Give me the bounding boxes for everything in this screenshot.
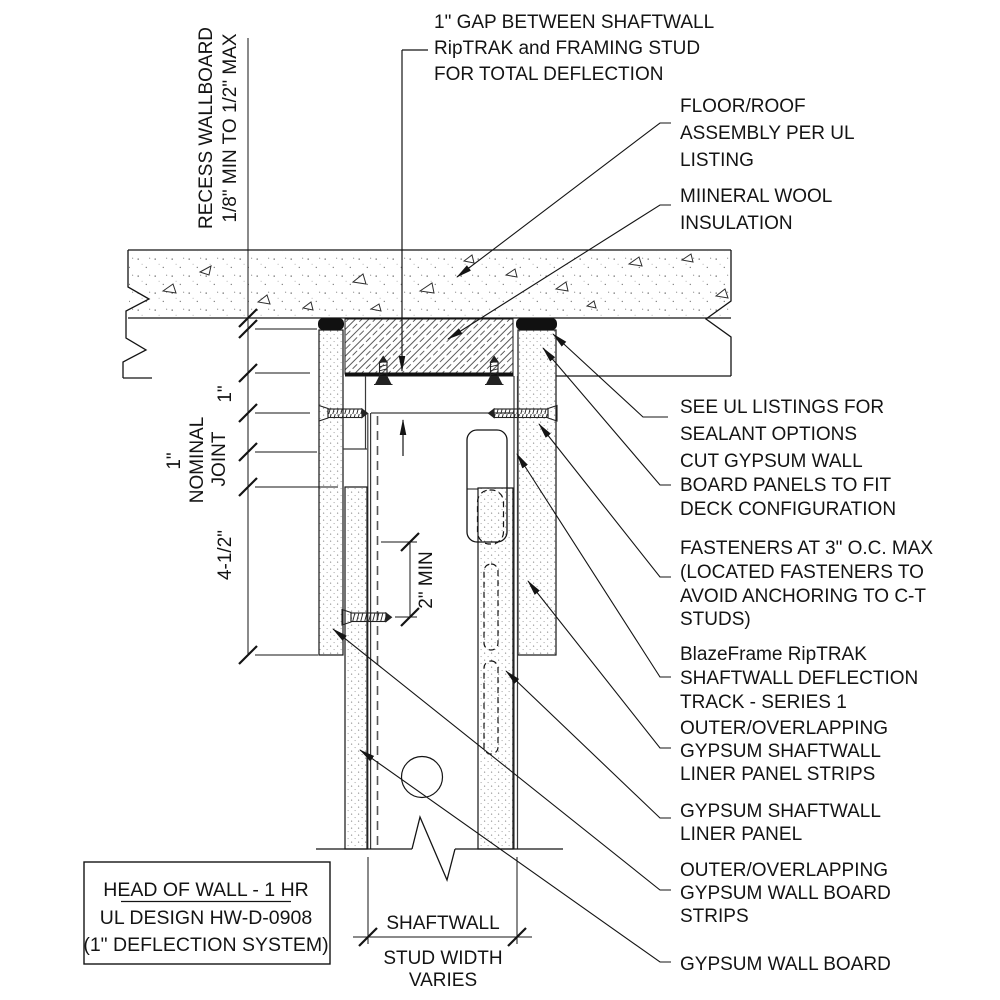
dim-stud-width-2: STUD WIDTH	[383, 948, 503, 969]
title-line3: (1" DEFLECTION SYSTEM)	[83, 934, 329, 956]
svg-text:FLOOR/ROOF: FLOOR/ROOF	[680, 96, 806, 117]
dim-two-min: 2" MIN	[416, 551, 437, 609]
dim-one-inch: 1"	[215, 385, 236, 403]
sealant-bead-left	[318, 318, 344, 330]
svg-text:BlazeFrame RipTRAK: BlazeFrame RipTRAK	[680, 644, 867, 665]
svg-text:(LOCATED FASTENERS TO: (LOCATED FASTENERS TO	[680, 562, 924, 583]
gap-note-line3: FOR TOTAL DEFLECTION	[434, 64, 664, 85]
svg-text:GYPSUM WALL BOARD: GYPSUM WALL BOARD	[680, 954, 891, 975]
outer-liner-strip	[518, 330, 556, 655]
label-wall-board	[680, 954, 891, 975]
dim-nominal-joint-1: 1"	[164, 452, 185, 470]
svg-text:INSULATION: INSULATION	[680, 213, 793, 234]
dim-four-and-half: 4-1/2"	[215, 529, 236, 581]
title-line1: HEAD OF WALL - 1 HR	[103, 879, 309, 901]
svg-text:ASSEMBLY PER UL: ASSEMBLY PER UL	[680, 123, 855, 144]
svg-text:STRIPS: STRIPS	[680, 906, 749, 927]
svg-text:LISTING: LISTING	[680, 150, 754, 171]
dim-stud-width-3: VARIES	[408, 970, 478, 991]
mineral-wool-hatch	[345, 319, 513, 374]
svg-text:OUTER/OVERLAPPING: OUTER/OVERLAPPING	[680, 718, 888, 739]
svg-text:MIINERAL WOOL: MIINERAL WOOL	[680, 186, 833, 207]
gap-note-line1: 1" GAP BETWEEN SHAFTWALL	[434, 12, 715, 33]
svg-text:LINER PANEL STRIPS: LINER PANEL STRIPS	[680, 764, 876, 785]
recess-note-line2: 1/8" MIN TO 1/2" MAX	[220, 33, 241, 223]
gap-note-line2: RipTRAK and FRAMING STUD	[434, 38, 701, 59]
sealant-bead-right	[516, 318, 557, 330]
svg-text:GYPSUM SHAFTWALL: GYPSUM SHAFTWALL	[680, 801, 881, 822]
svg-text:GYPSUM WALL BOARD: GYPSUM WALL BOARD	[680, 883, 891, 904]
dim-nominal-joint-3: JOINT	[209, 431, 230, 487]
label-liner-panel-strips	[680, 718, 888, 785]
dim-stud-width-1: SHAFTWALL	[386, 913, 500, 934]
svg-text:BOARD PANELS TO FIT: BOARD PANELS TO FIT	[680, 475, 892, 496]
recess-note-line1: RECESS WALLBOARD	[196, 26, 217, 230]
svg-text:SEE UL LISTINGS FOR: SEE UL LISTINGS FOR	[680, 397, 885, 418]
svg-text:LINER PANEL: LINER PANEL	[680, 824, 803, 845]
svg-text:TRACK - SERIES 1: TRACK - SERIES 1	[680, 692, 847, 713]
base-gypsum-wall-board	[345, 487, 367, 849]
svg-text:GYPSUM SHAFTWALL: GYPSUM SHAFTWALL	[680, 741, 881, 762]
svg-text:CUT GYPSUM WALL: CUT GYPSUM WALL	[680, 451, 863, 472]
svg-text:AVOID ANCHORING TO C-T: AVOID ANCHORING TO C-T	[680, 586, 926, 607]
outer-gwb-strip	[319, 330, 343, 655]
svg-text:FASTENERS AT 3" O.C. MAX: FASTENERS AT 3" O.C. MAX	[680, 538, 934, 559]
svg-text:OUTER/OVERLAPPING: OUTER/OVERLAPPING	[680, 860, 888, 881]
dim-nominal-joint-2: NOMINAL	[187, 416, 208, 504]
svg-text:SEALANT OPTIONS: SEALANT OPTIONS	[680, 424, 858, 445]
svg-text:SHAFTWALL DEFLECTION: SHAFTWALL DEFLECTION	[680, 668, 919, 689]
title-line2: UL DESIGN HW-D-0908	[99, 907, 313, 929]
svg-text:DECK CONFIGURATION: DECK CONFIGURATION	[680, 499, 897, 520]
svg-text:STUDS): STUDS)	[680, 609, 751, 630]
